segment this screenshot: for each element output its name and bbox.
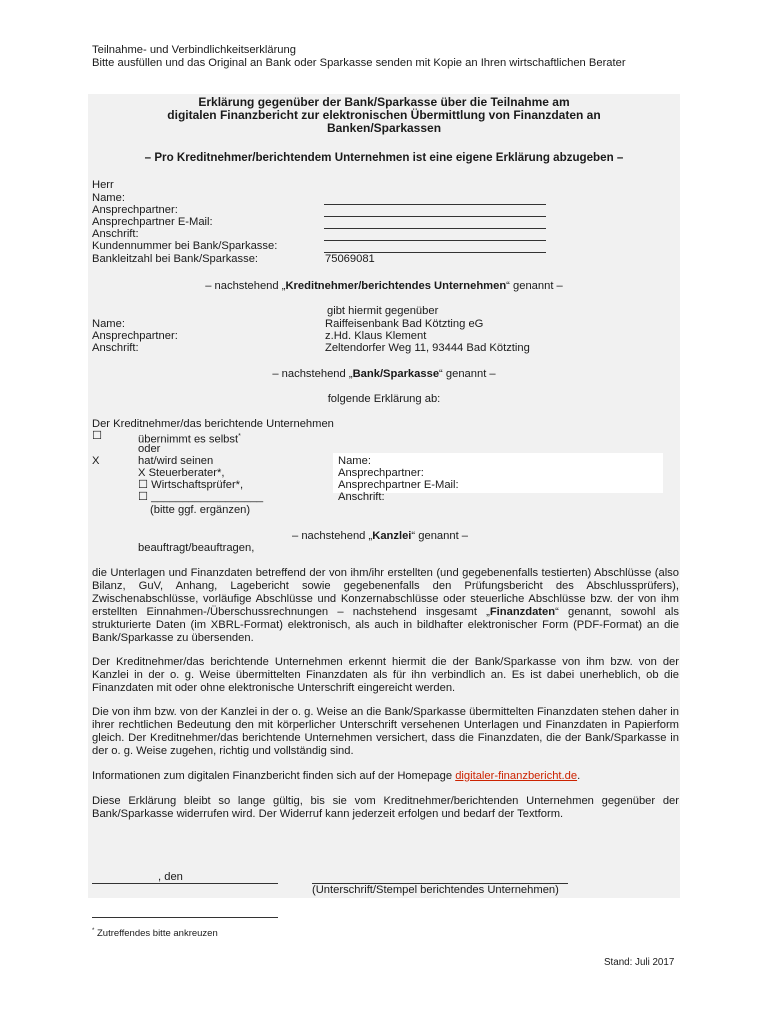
header-title: Teilnahme- und Verbindlichkeitserklärung	[92, 44, 296, 56]
footnote: * Zutreffendes bitte ankreuzen	[92, 928, 218, 940]
customer-address-field[interactable]	[324, 240, 546, 241]
other-option-hint: (bitte ggf. ergänzen)	[150, 504, 251, 516]
auditor-checkbox-icon: ☐	[138, 479, 149, 491]
bank-named-as: – nachstehend „Bank/Sparkasse“ genannt –	[272, 368, 496, 380]
option-advisor-checkbox[interactable]: X	[92, 455, 100, 467]
blz-value: 75069081	[325, 253, 375, 265]
customer-address-label: Anschrift:	[92, 228, 139, 240]
bank-address-value: Zeltendorfer Weg 11, 93444 Bad Kötzting	[325, 342, 530, 354]
firm-email-label: Ansprechpartner E-Mail:	[338, 479, 459, 491]
footnote-divider	[92, 917, 278, 918]
bank-contact-value: z.Hd. Klaus Klement	[325, 330, 427, 342]
option-self-checkbox[interactable]: ☐	[92, 430, 103, 442]
homepage-link[interactable]: digitaler-finanzbericht.de	[455, 770, 578, 782]
title-line-2: digitalen Finanzbericht zur elektronischen Übermittlung von Finanzdaten an	[167, 108, 601, 122]
customer-email-label: Ansprechpartner E-Mail:	[92, 216, 213, 228]
customer-name-label: Name:	[92, 192, 125, 204]
customer-contact-label: Ansprechpartner:	[92, 204, 178, 216]
title-line-1: Erklärung gegenüber der Bank/Sparkasse über die Teilnahme am	[198, 95, 570, 109]
stand-date: Stand: Juli 2017	[604, 957, 675, 968]
other-checkbox-icon: ☐	[138, 491, 149, 503]
paragraph-financial-data: die Unterlagen und Finanzdaten betreffend der von ihm/ihr erstellten (und gegebenenfalls testierten) Abschlüsse (also Bilanz, GuV, Anhang, Lagebericht sowie gegebenenfalls den Prüfungsbericht des Abschlussprüfers), Zwischenabschlüsse, vorläufige Abschlüsse und Konzernabschlüsse oder steuerliche Abschlüsse bzw. der von ihm erstellten Einnahmen-/Überschussrechnungen – nachstehend insgesamt „Finanzdaten“ genannt, sowohl als strukturierte Daten (im XBRL-Format) elektronisch, als auch in bildhafter elektronischer Form (PDF-Format) an die Bank/Sparkasse zu übersenden.	[92, 567, 679, 644]
firm-contact-label: Ansprechpartner:	[338, 467, 424, 479]
option-advisor-label: hat/wird seinen	[138, 455, 214, 467]
title-line-3: Banken/Sparkassen	[326, 121, 442, 135]
option-or: oder	[138, 443, 161, 455]
following-declaration: folgende Erklärung ab:	[327, 393, 441, 405]
title-note: – Pro Kreditnehmer/berichtendem Unternehmen ist eine eigene Erklärung abzugeben –	[144, 151, 624, 164]
commissioned-text: beauftragt/beauftragen,	[138, 542, 255, 554]
other-option[interactable]: ☐ __________________	[138, 491, 264, 503]
date-label: , den	[158, 871, 183, 883]
bank-intro: gibt hiermit gegenüber	[327, 305, 439, 317]
salutation: Herr	[92, 179, 114, 191]
signature-caption: (Unterschrift/Stempel berichtendes Unternehmen)	[312, 884, 559, 896]
firm-address-label: Anschrift:	[338, 491, 385, 503]
customer-number-field[interactable]	[324, 252, 546, 253]
customer-email-field[interactable]	[324, 228, 546, 229]
firm-name-label: Name:	[338, 455, 371, 467]
customer-name-field[interactable]	[324, 204, 546, 205]
paragraph-binding: Der Kreditnehmer/das berichtende Unternehmen erkennt hiermit die der Bank/Sparkasse von ihm bzw. von der Kanzlei in der o. g. Weise übermittelten Finanzdaten als für ihn verbindlich an. Es ist dabei unerheblich, ob die Finanzdaten mit oder ohne elektronische Unterschrift eingereicht werden.	[92, 656, 679, 694]
blz-label: Bankleitzahl bei Bank/Sparkasse:	[92, 253, 259, 265]
paragraph-info: Informationen zum digitalen Finanzbericht finden sich auf der Homepage digitaler-finanzbericht.de.	[92, 770, 581, 782]
header-instruction: Bitte ausfüllen und das Original an Bank oder Sparkasse senden mit Kopie an Ihren wirtschaftlichen Berater	[92, 57, 626, 69]
paragraph-validity: Diese Erklärung bleibt so lange gültig, bis sie vom Kreditnehmer/berichtenden Unternehmen gegenüber der Bank/Sparkasse widerrufen wird. Der Widerruf kann jederzeit erfolgen und bedarf der Textform.	[92, 795, 679, 820]
bank-address-label: Anschrift:	[92, 342, 139, 354]
place-date-line[interactable]	[92, 883, 278, 884]
option-self-label: übernimmt es selbst*	[138, 433, 241, 446]
customer-number-label: Kundennummer bei Bank/Sparkasse:	[92, 240, 278, 252]
firm-named-as: – nachstehend „Kanzlei“ genannt –	[292, 530, 469, 542]
tax-advisor-option[interactable]: X Steuerberater*,	[138, 467, 225, 479]
customer-named-as: – nachstehend „Kreditnehmer/berichtendes Unternehmen“ genannt –	[205, 280, 563, 292]
bank-name-value: Raiffeisenbank Bad Kötzting eG	[325, 318, 484, 330]
auditor-option[interactable]: ☐ Wirtschaftsprüfer*,	[138, 479, 244, 491]
paragraph-legal-effect: Die von ihm bzw. von der Kanzlei in der o. g. Weise an die Bank/Sparkasse übermittelten Finanzdaten stehen daher in ihrer rechtlichen Bedeutung den mit körperlicher Unterschrift versehenen Unterlagen und Finanzdaten in Papierform gleich. Der Kreditnehmer/das berichtende Unternehmen versichert, dass die Finanzdaten, die der Bank/Sparkasse in der o. g. Weise zugehen, richtig und vollständig sind.	[92, 706, 679, 757]
bank-contact-label: Ansprechpartner:	[92, 330, 178, 342]
customer-contact-field[interactable]	[324, 216, 546, 217]
bank-name-label: Name:	[92, 318, 125, 330]
options-intro: Der Kreditnehmer/das berichtende Unternehmen	[92, 418, 334, 430]
